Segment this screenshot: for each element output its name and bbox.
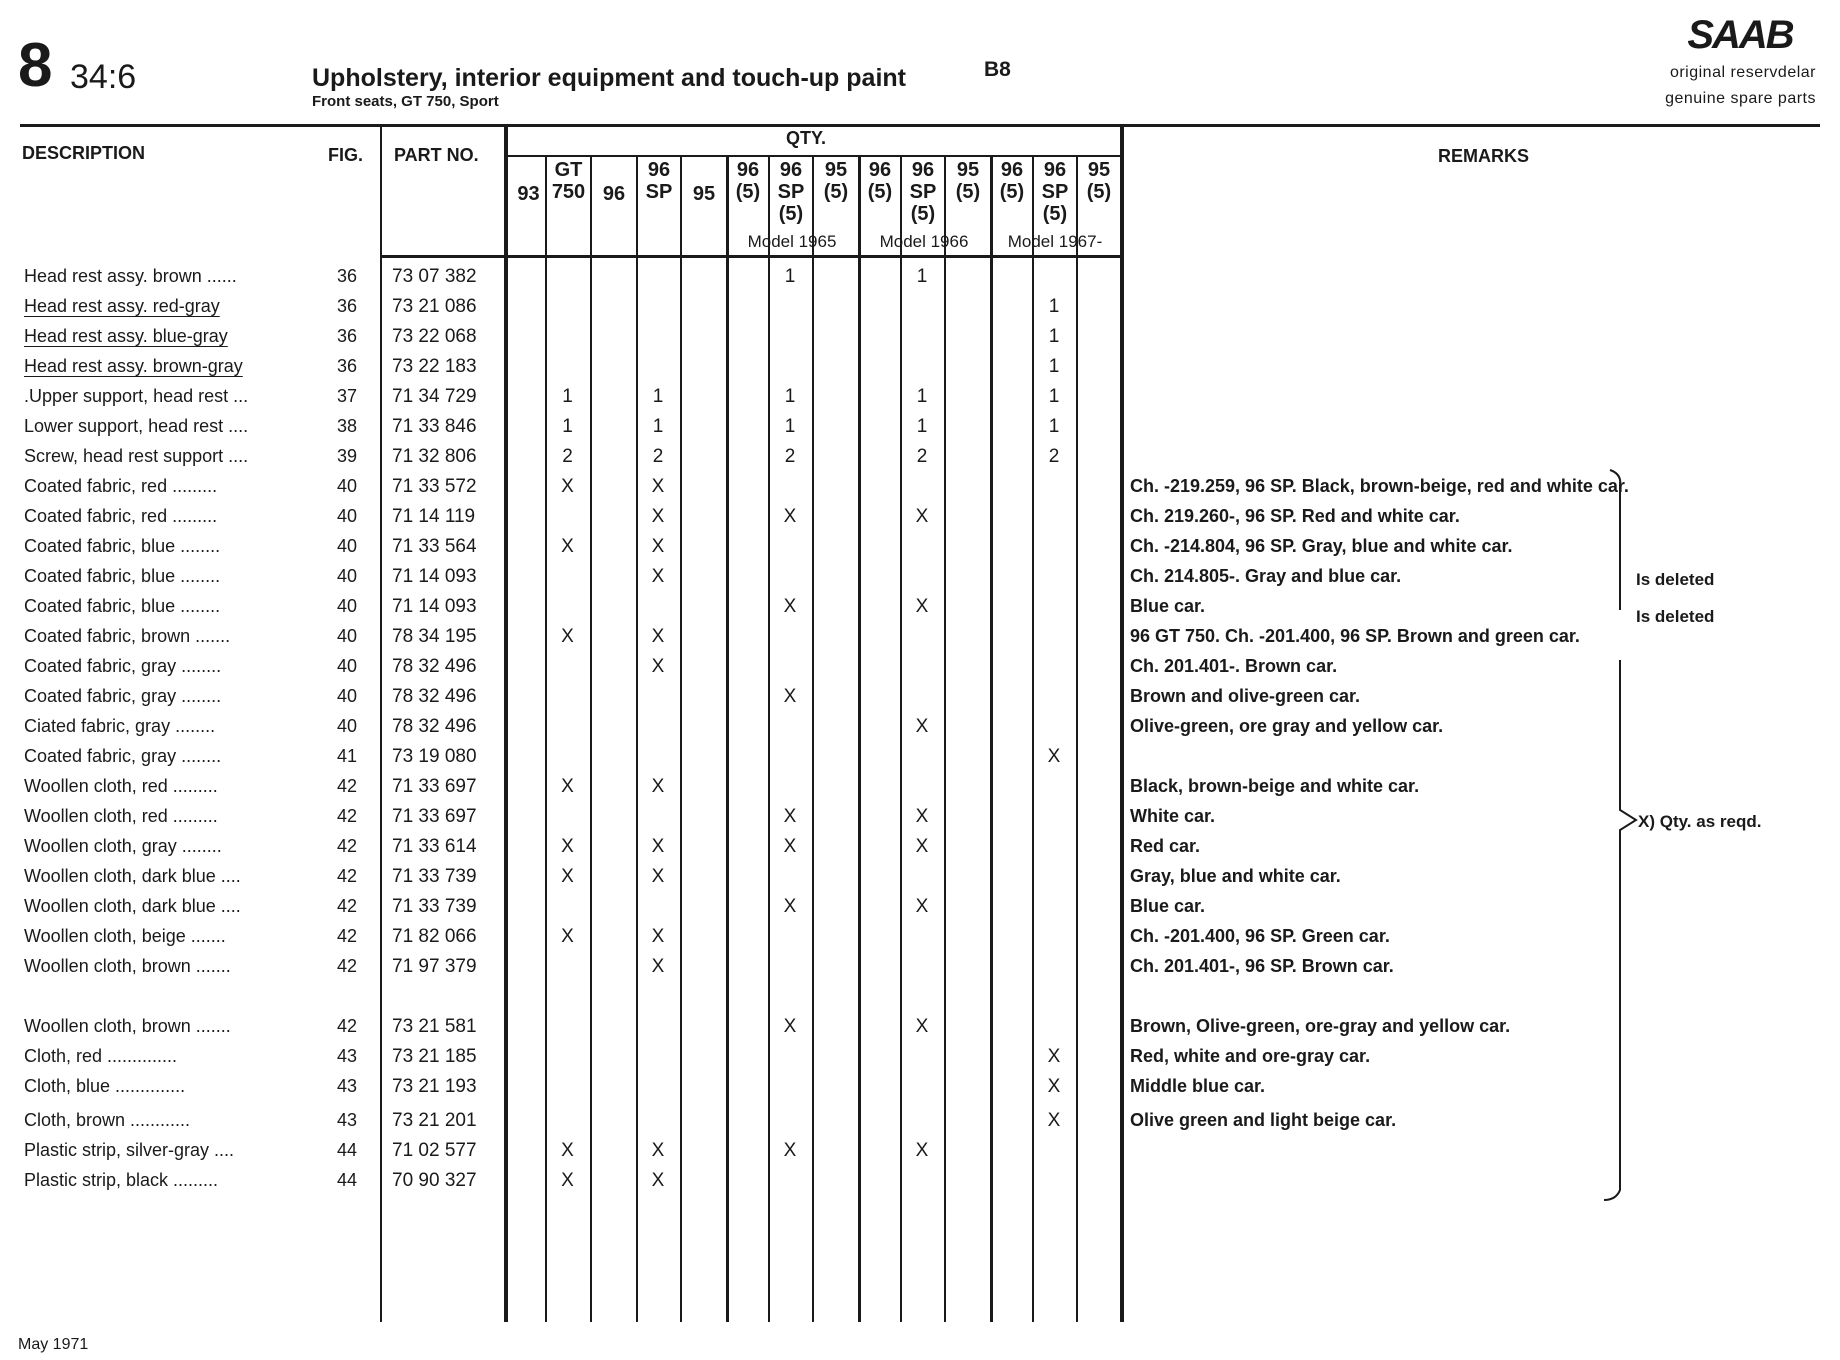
qty-mark: X <box>783 686 797 707</box>
remark-text: Brown, Olive-green, ore-gray and yellow car. <box>1130 1016 1511 1036</box>
part-description: Woollen cloth, red ......... <box>24 806 218 826</box>
qty-mark: 2 <box>784 446 796 467</box>
qty-mark: 1 <box>916 266 928 287</box>
fig-number: 44 <box>336 1140 358 1160</box>
qty-col-header: 95 (5) <box>823 159 849 203</box>
qty-col-header: 95 (5) <box>1086 159 1112 203</box>
qty-mark: X <box>1047 1076 1061 1097</box>
part-description: Head rest assy. brown ...... <box>24 266 237 286</box>
page-number: 34:6 <box>70 58 137 96</box>
part-description: Screw, head rest support .... <box>24 446 249 466</box>
qty-mark: X <box>651 536 665 557</box>
qty-mark: 1 <box>652 386 664 407</box>
part-number: 73 21 086 <box>392 296 477 317</box>
qty-col-header: 96 (5) <box>735 159 761 203</box>
part-number: 71 02 577 <box>392 1140 477 1161</box>
part-description: Woollen cloth, red ......... <box>24 776 218 796</box>
fig-number: 36 <box>336 356 358 376</box>
qty-mark: X <box>783 806 797 827</box>
remark-text: Blue car. <box>1130 596 1206 616</box>
part-description: Cloth, blue .............. <box>24 1076 186 1096</box>
qty-mark: X <box>561 536 574 557</box>
fig-number: 40 <box>336 566 358 586</box>
model-year-label: Model 1965 <box>747 232 837 251</box>
part-description: Coated fabric, gray ........ <box>24 686 222 706</box>
qty-mark: 2 <box>916 446 928 467</box>
remark-text: Red car. <box>1130 836 1201 856</box>
qty-mark: 1 <box>562 416 573 437</box>
remark-text: White car. <box>1130 806 1216 826</box>
fig-number: 36 <box>336 266 358 286</box>
qty-mark: X <box>1047 1046 1061 1067</box>
qty-col-header: 96 (5) <box>867 159 893 203</box>
part-number: 73 22 183 <box>392 356 477 377</box>
part-description: Coated fabric, blue ........ <box>24 536 221 556</box>
part-description: Woollen cloth, brown ....... <box>24 956 231 976</box>
remark-text: Ch. -214.804, 96 SP. Gray, blue and white car. <box>1130 536 1513 556</box>
qty-mark: 1 <box>1048 386 1060 407</box>
part-description: Woollen cloth, dark blue .... <box>24 896 241 916</box>
qty-mark: X <box>651 1170 665 1191</box>
group-number: 8 <box>18 31 54 100</box>
qty-col-header: GT 750 <box>551 159 586 203</box>
qty-mark: X <box>783 506 797 527</box>
remark-text: Blue car. <box>1130 896 1206 916</box>
remark-text: Ch. 219.260-, 96 SP. Red and white car. <box>1130 506 1460 526</box>
part-number: 71 32 806 <box>392 446 477 467</box>
part-number: 73 21 193 <box>392 1076 477 1097</box>
part-number: 71 97 379 <box>392 956 477 977</box>
qty-mark: X <box>651 926 665 947</box>
fig-number: 42 <box>336 1016 358 1036</box>
part-number: 71 14 093 <box>392 566 477 587</box>
qty-mark: X <box>651 626 665 647</box>
fig-number: 40 <box>336 536 358 556</box>
qty-mark: 1 <box>1048 296 1060 317</box>
qty-mark: X <box>561 926 574 947</box>
remark-text: Ch. -219.259, 96 SP. Black, brown-beige, red and white car. <box>1130 476 1629 496</box>
remark-text: Olive-green, ore gray and yellow car. <box>1130 716 1444 736</box>
remark-text: Middle blue car. <box>1130 1076 1266 1096</box>
fig-number: 39 <box>336 446 358 466</box>
qty-mark: 2 <box>1048 446 1060 467</box>
fig-number: 41 <box>336 746 358 766</box>
part-number: 71 33 697 <box>392 776 477 797</box>
qty-mark: X <box>651 1140 665 1161</box>
remark-text: Brown and olive-green car. <box>1130 686 1361 706</box>
fig-number: 42 <box>336 776 358 796</box>
qty-col-header: 96 SP <box>645 159 673 203</box>
qty-mark: X <box>651 866 665 887</box>
part-number: 71 33 739 <box>392 896 477 917</box>
qty-mark: 1 <box>784 386 796 407</box>
part-description: Coated fabric, gray ........ <box>24 656 222 676</box>
part-description: Plastic strip, silver-gray .... <box>24 1140 235 1160</box>
qty-header: QTY. <box>786 128 827 148</box>
qty-col-header: 96 SP (5) <box>909 159 937 225</box>
fig-number: 43 <box>336 1076 358 1096</box>
qty-mark: 1 <box>784 266 796 287</box>
part-description: Coated fabric, brown ....... <box>24 626 231 646</box>
brand-line-1: original reservdelar <box>1669 64 1816 81</box>
part-description: Head rest assy. brown-gray <box>24 356 243 376</box>
note-deleted-1: Is deleted <box>1636 570 1715 589</box>
qty-mark: 1 <box>784 416 796 437</box>
qty-mark: 2 <box>652 446 664 467</box>
remark-text: Red, white and ore-gray car. <box>1130 1046 1371 1066</box>
part-description: Coated fabric, blue ........ <box>24 596 221 616</box>
qty-mark: 1 <box>1048 356 1060 377</box>
fig-number: 44 <box>336 1170 358 1190</box>
qty-mark: X <box>1047 746 1061 767</box>
remark-text: Ch. 201.401-, 96 SP. Brown car. <box>1130 956 1394 976</box>
qty-mark: 1 <box>562 386 573 407</box>
part-number: 71 33 739 <box>392 866 477 887</box>
qty-mark: X <box>783 1140 797 1161</box>
part-number: 71 33 697 <box>392 806 477 827</box>
fig-number: 42 <box>336 806 358 826</box>
part-number: 78 32 496 <box>392 686 477 707</box>
part-description: Plastic strip, black ......... <box>24 1170 219 1190</box>
qty-mark: X <box>915 836 929 857</box>
part-number: 71 82 066 <box>392 926 477 947</box>
qty-col-header: 96 <box>602 183 626 205</box>
qty-mark: X <box>915 506 929 527</box>
part-description: .Upper support, head rest ... <box>24 386 249 406</box>
footer-date: May 1971 <box>18 1336 89 1353</box>
qty-mark: X <box>561 776 574 797</box>
qty-mark: 1 <box>916 386 928 407</box>
remark-text: Ch. 214.805-. Gray and blue car. <box>1130 566 1402 586</box>
part-description: Coated fabric, gray ........ <box>24 746 222 766</box>
qty-col-header: 96 SP (5) <box>777 159 805 225</box>
brand-line-2: genuine spare parts <box>1665 90 1816 107</box>
remark-text: Ch. 201.401-. Brown car. <box>1130 656 1338 676</box>
part-number: 73 22 068 <box>392 326 477 347</box>
part-number: 73 19 080 <box>392 746 477 767</box>
part-number: 71 33 572 <box>392 476 477 497</box>
part-number: 71 33 846 <box>392 416 477 437</box>
bracket-upper <box>1610 470 1620 610</box>
model-year-label: Model 1966 <box>879 232 969 251</box>
saab-logo: SAAB <box>1687 13 1793 57</box>
part-number: 71 33 614 <box>392 836 477 857</box>
fig-number: 42 <box>336 836 358 856</box>
qty-mark: X <box>651 656 665 677</box>
part-description: Coated fabric, blue ........ <box>24 566 221 586</box>
fig-header: FIG. <box>328 145 363 165</box>
fig-number: 40 <box>336 656 358 676</box>
fig-number: 43 <box>336 1046 358 1066</box>
part-number: 71 33 564 <box>392 536 477 557</box>
qty-mark: 1 <box>1048 326 1060 347</box>
qty-mark: 2 <box>562 446 573 467</box>
qty-mark: X <box>915 896 929 917</box>
qty-mark: X <box>561 1170 574 1191</box>
remarks-header: REMARKS <box>1438 146 1530 166</box>
qty-col-header: 95 (5) <box>955 159 981 203</box>
qty-mark: X <box>1047 1110 1061 1131</box>
fig-number: 42 <box>336 956 358 976</box>
part-number: 70 90 327 <box>392 1170 477 1191</box>
part-description: Coated fabric, red ......... <box>24 506 218 526</box>
qty-mark: X <box>561 476 574 497</box>
qty-mark: X <box>915 1140 929 1161</box>
qty-mark: X <box>651 476 665 497</box>
fig-number: 43 <box>336 1110 358 1130</box>
remark-text: Ch. -201.400, 96 SP. Green car. <box>1130 926 1390 946</box>
qty-mark: 1 <box>916 416 928 437</box>
part-number: 78 32 496 <box>392 716 477 737</box>
part-description: Woollen cloth, gray ........ <box>24 836 222 856</box>
part-number: 71 14 119 <box>392 506 476 527</box>
part-description: Woollen cloth, brown ....... <box>24 1016 231 1036</box>
qty-col-header: 96 (5) <box>999 159 1025 203</box>
part-number: 78 34 195 <box>392 626 477 647</box>
part-description: Ciated fabric, gray ........ <box>24 716 216 736</box>
part-description: Head rest assy. red-gray <box>24 296 220 316</box>
page-subtitle: Front seats, GT 750, Sport <box>312 93 499 110</box>
note-qty-as-reqd: X) Qty. as reqd. <box>1638 812 1762 831</box>
remark-text: Black, brown-beige and white car. <box>1130 776 1420 796</box>
qty-mark: X <box>651 776 665 797</box>
qty-mark: 1 <box>1048 416 1060 437</box>
part-number: 71 34 729 <box>392 386 477 407</box>
qty-col-header: 95 <box>692 183 716 205</box>
qty-mark: X <box>915 716 929 737</box>
part-no-header: PART NO. <box>394 145 479 165</box>
qty-mark: X <box>651 506 665 527</box>
fig-number: 42 <box>336 926 358 946</box>
part-description: Woollen cloth, dark blue .... <box>24 866 241 886</box>
qty-mark: 1 <box>652 416 664 437</box>
remark-text: 96 GT 750. Ch. -201.400, 96 SP. Brown and green car. <box>1130 626 1580 646</box>
model-year-label: Model 1967- <box>1007 232 1103 251</box>
fig-number: 42 <box>336 866 358 886</box>
part-description: Head rest assy. blue-gray <box>24 326 228 346</box>
qty-mark: X <box>915 1016 929 1037</box>
fig-number: 40 <box>336 686 358 706</box>
qty-mark: X <box>783 1016 797 1037</box>
fig-number: 42 <box>336 896 358 916</box>
part-number: 73 07 382 <box>392 266 477 287</box>
qty-mark: X <box>561 866 574 887</box>
remark-text: Gray, blue and white car. <box>1130 866 1341 886</box>
fig-number: 40 <box>336 716 358 736</box>
part-description: Cloth, brown ............ <box>24 1110 191 1130</box>
fig-number: 36 <box>336 296 358 316</box>
qty-mark: X <box>651 566 665 587</box>
fig-number: 40 <box>336 626 358 646</box>
qty-mark: X <box>561 626 574 647</box>
note-deleted-2: Is deleted <box>1636 607 1715 626</box>
part-description: Coated fabric, red ......... <box>24 476 218 496</box>
part-description: Lower support, head rest .... <box>24 416 249 436</box>
qty-col-header: 93 <box>517 183 540 205</box>
qty-mark: X <box>561 1140 574 1161</box>
qty-col-header: 96 SP (5) <box>1041 159 1069 225</box>
qty-mark: X <box>783 596 797 617</box>
bracket-lower <box>1604 660 1636 1200</box>
fig-number: 38 <box>336 416 358 436</box>
qty-mark: X <box>783 836 797 857</box>
fig-number: 40 <box>336 506 358 526</box>
qty-mark: X <box>561 836 574 857</box>
qty-mark: X <box>651 956 665 977</box>
section-code: B8 <box>984 58 1011 81</box>
qty-mark: X <box>915 596 929 617</box>
part-number: 73 21 185 <box>392 1046 477 1067</box>
qty-mark: X <box>651 836 665 857</box>
description-header: DESCRIPTION <box>22 143 146 163</box>
fig-number: 40 <box>336 596 358 616</box>
part-number: 71 14 093 <box>392 596 477 617</box>
fig-number: 37 <box>336 386 358 406</box>
page-title: Upholstery, interior equipment and touch-up paint <box>312 64 906 92</box>
part-description: Cloth, red .............. <box>24 1046 178 1066</box>
fig-number: 40 <box>336 476 358 496</box>
remark-text: Olive green and light beige car. <box>1130 1110 1397 1130</box>
qty-mark: X <box>783 896 797 917</box>
part-number: 73 21 581 <box>392 1016 477 1037</box>
part-number: 73 21 201 <box>392 1110 477 1131</box>
part-number: 78 32 496 <box>392 656 477 677</box>
qty-mark: X <box>915 806 929 827</box>
part-description: Woollen cloth, beige ....... <box>24 926 226 946</box>
fig-number: 36 <box>336 326 358 346</box>
